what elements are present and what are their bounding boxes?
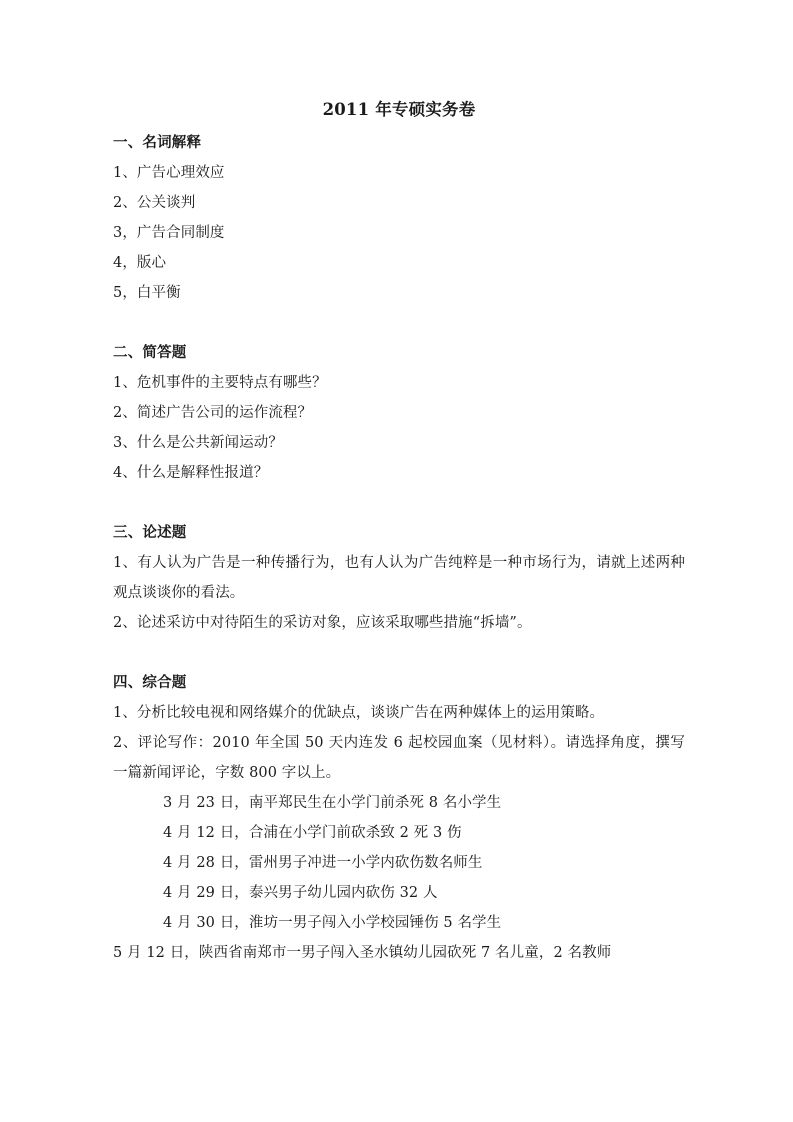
section-spacer: [113, 638, 685, 668]
question-item: 3，广告合同制度: [113, 225, 225, 241]
section-essay: [113, 518, 685, 638]
question-item: 5，白平衡: [113, 285, 181, 301]
list-item: 4 月 12 日，合浦在小学门前砍杀致 2 死 3 伤: [163, 825, 462, 841]
list-item: 4 月 28 日，雷州男子冲进一小学内砍伤数名师生: [163, 855, 483, 871]
question-item: 2、论述采访中对待陌生的采访对象，应该采取哪些措施“拆墙”。: [113, 615, 532, 631]
question-item: 2、评论写作：2010 年全国 50 天内连发 6 起校园血案（见材料）。请选择角度，撰写一篇新闻评论，字数 800 字以上。: [113, 735, 685, 781]
section-noun-explanation: [113, 128, 685, 308]
question-item: 4、什么是解释性报道？: [113, 465, 269, 481]
section-comprehensive: [113, 668, 685, 968]
question-item: 2、简述广告公司的运作流程？: [113, 405, 313, 421]
question-item: 1、广告心理效应: [113, 165, 225, 181]
question-item: 2、公关谈判: [113, 195, 196, 211]
section-short-answer: [113, 338, 685, 488]
section-heading: 四、综合题: [113, 674, 187, 691]
section-spacer: [113, 488, 685, 518]
question-item: 3、什么是公共新闻运动？: [113, 435, 283, 451]
list-item: 4 月 30 日，淮坊一男子闯入小学校园锤伤 5 名学生: [163, 915, 502, 931]
section-heading: 一、名词解释: [113, 134, 202, 151]
question-item: 1、有人认为广告是一种传播行为，也有人认为广告纯粹是一种市场行为，请就上述两种观点谈谈你的看法。: [113, 555, 685, 601]
list-item: 5 月 12 日，陕西省南郑市一男子闯入圣水镇幼儿园砍死 7 名儿童，2 名教师: [113, 945, 612, 961]
section-spacer: [113, 308, 685, 338]
list-item: 3 月 23 日，南平郑民生在小学门前杀死 8 名小学生: [163, 795, 502, 811]
list-item: 4 月 29 日，泰兴男子幼儿园内砍伤 32 人: [163, 885, 438, 901]
section-heading: 二、简答题: [113, 344, 187, 361]
question-item: 1、分析比较电视和网络媒介的优缺点，谈谈广告在两种媒体上的运用策略。: [113, 705, 605, 721]
page-title: 2011 年专硕实务卷: [322, 100, 476, 119]
question-item: 4，版心: [113, 255, 167, 271]
incident-list: [113, 788, 685, 968]
section-heading: 三、论述题: [113, 524, 187, 541]
question-item: 1、危机事件的主要特点有哪些？: [113, 375, 327, 391]
